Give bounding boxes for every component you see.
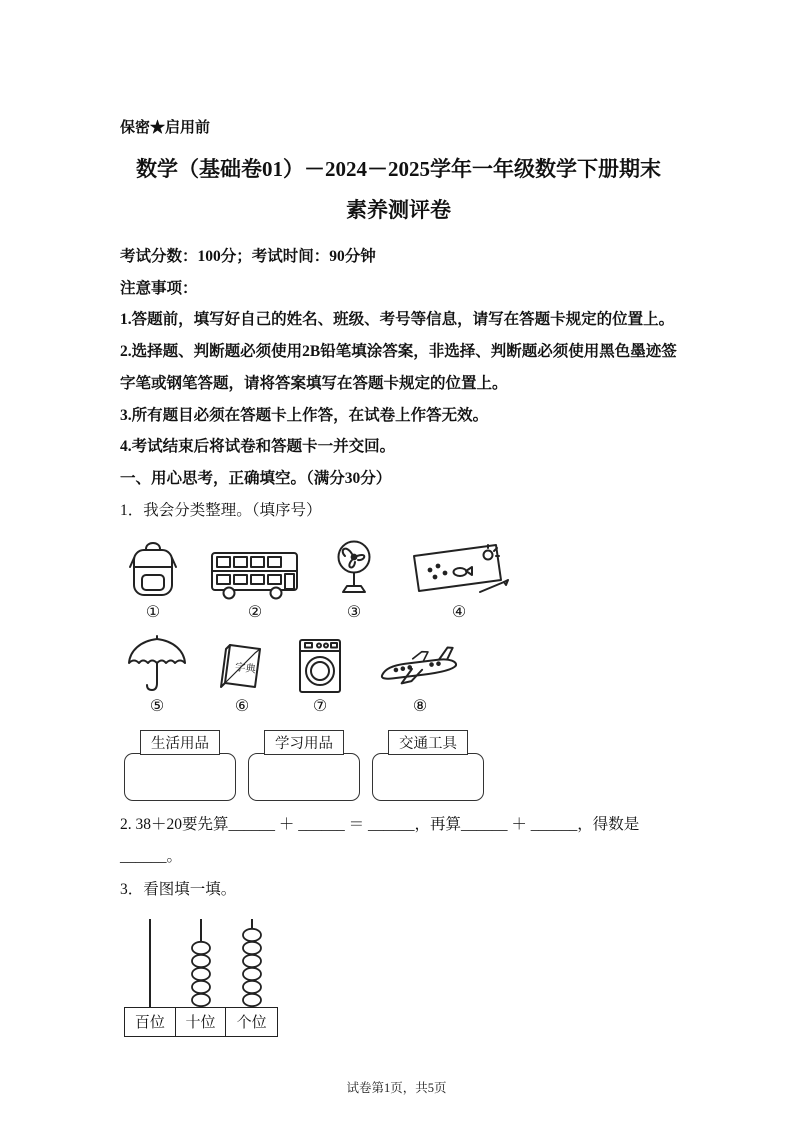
category-school-supplies (248, 730, 360, 801)
q1-item-1 (126, 538, 180, 622)
backpack-icon (126, 538, 180, 600)
confidential-notice: 保密★启用前 (120, 120, 211, 136)
category-label: 生活用品 (140, 730, 220, 755)
umbrella-icon (126, 634, 188, 694)
abacus-bead-ones (243, 980, 261, 992)
abacus-bead-tens (192, 980, 210, 992)
item-number: ③ (346, 603, 362, 621)
abacus-bead-ones (243, 954, 261, 966)
q1-item-3 (330, 538, 378, 622)
item-number: ⑤ (149, 697, 165, 715)
abacus-bead-tens (192, 941, 210, 953)
question-1-text: 1．我会分类整理。（填序号） (120, 502, 322, 519)
exam-title-line1: 数学（基础卷01）－2024－2025学年一年级数学下册期末 (136, 157, 661, 181)
notice-item-3: 3.所有题目必须在答题卡上作答，在试卷上作答无效。 (120, 406, 489, 424)
category-answer-box-2[interactable] (248, 753, 360, 801)
item-number: ④ (451, 603, 467, 621)
place-label-hundreds: 百位 (125, 1008, 176, 1036)
abacus-bead-ones (243, 993, 261, 1005)
airplane-icon (374, 644, 466, 694)
place-label-tens: 十位 (176, 1008, 227, 1036)
category-answer-box-3[interactable] (372, 753, 484, 801)
q1-category-row (124, 730, 677, 801)
washing-machine-icon (296, 632, 344, 694)
double-decker-bus-icon (210, 550, 300, 600)
question-3-text: 3．看图填一填。 (120, 881, 237, 899)
section-1-heading: 一、用心思考，正确填空。（满分30分） (120, 470, 392, 488)
place-label-ones: 个位 (236, 1014, 267, 1031)
notice-item-1: 1.答题前，填写好自己的姓名、班级、考号等信息，请写在答题卡规定的位置上。 (120, 311, 675, 329)
q1-items-row2 (126, 632, 677, 716)
notice-item-2: 2.选择题、判断题必须使用2B铅笔填涂答案，非选择、判断题必须使用黑色墨迹签字笔或钢笔答题，请将答案填写在答题卡规定的位置上。 (120, 343, 677, 392)
abacus-bead-ones (243, 928, 261, 940)
q1-items-row1 (126, 538, 677, 622)
item-number: ⑥ (234, 697, 250, 715)
electric-fan-icon (330, 538, 378, 600)
q1-item-2 (210, 550, 300, 622)
question-2-text: 2. 38＋20要先算______ ＋ ______ ＝ ______，再算______ ＋ ______，得数是______。 (120, 815, 640, 866)
q1-item-8 (374, 644, 466, 716)
drawing-board-icon (408, 542, 510, 600)
category-daily-goods (124, 730, 236, 801)
exam-title-line2: 素养测评卷 (346, 197, 451, 222)
abacus-place-table (124, 1007, 278, 1037)
page-footer-text: 试卷第1页，共5页 (346, 1081, 447, 1095)
item-number: ① (145, 603, 161, 621)
abacus-figure (124, 913, 284, 1037)
exam-info: 考试分数：100分；考试时间：90分钟 (120, 247, 376, 265)
category-label: 交通工具 (388, 730, 468, 755)
abacus-bead-tens (192, 954, 210, 966)
abacus-bead-tens (192, 967, 210, 979)
category-answer-box-1[interactable] (124, 753, 236, 801)
notice-heading: 注意事项： (120, 279, 198, 297)
dictionary-icon (218, 640, 266, 694)
item-number: ⑧ (412, 697, 428, 715)
dictionary-cover-label: 字典 (234, 661, 257, 676)
category-transport (372, 730, 484, 801)
q1-item-5 (126, 634, 188, 716)
page-footer (0, 1078, 793, 1096)
abacus-bead-ones (243, 967, 261, 979)
abacus-rods (124, 913, 278, 1007)
q1-item-6 (218, 640, 266, 716)
abacus-bead-ones (243, 941, 261, 953)
q1-item-4 (408, 542, 510, 622)
q1-item-7 (296, 632, 344, 716)
abacus-bead-tens (192, 993, 210, 1005)
item-number: ⑦ (312, 697, 328, 715)
notice-item-4: 4.考试结束后将试卷和答题卡一并交回。 (120, 438, 396, 456)
category-label: 学习用品 (264, 730, 344, 755)
exam-title (120, 149, 677, 231)
item-number: ② (247, 603, 263, 621)
